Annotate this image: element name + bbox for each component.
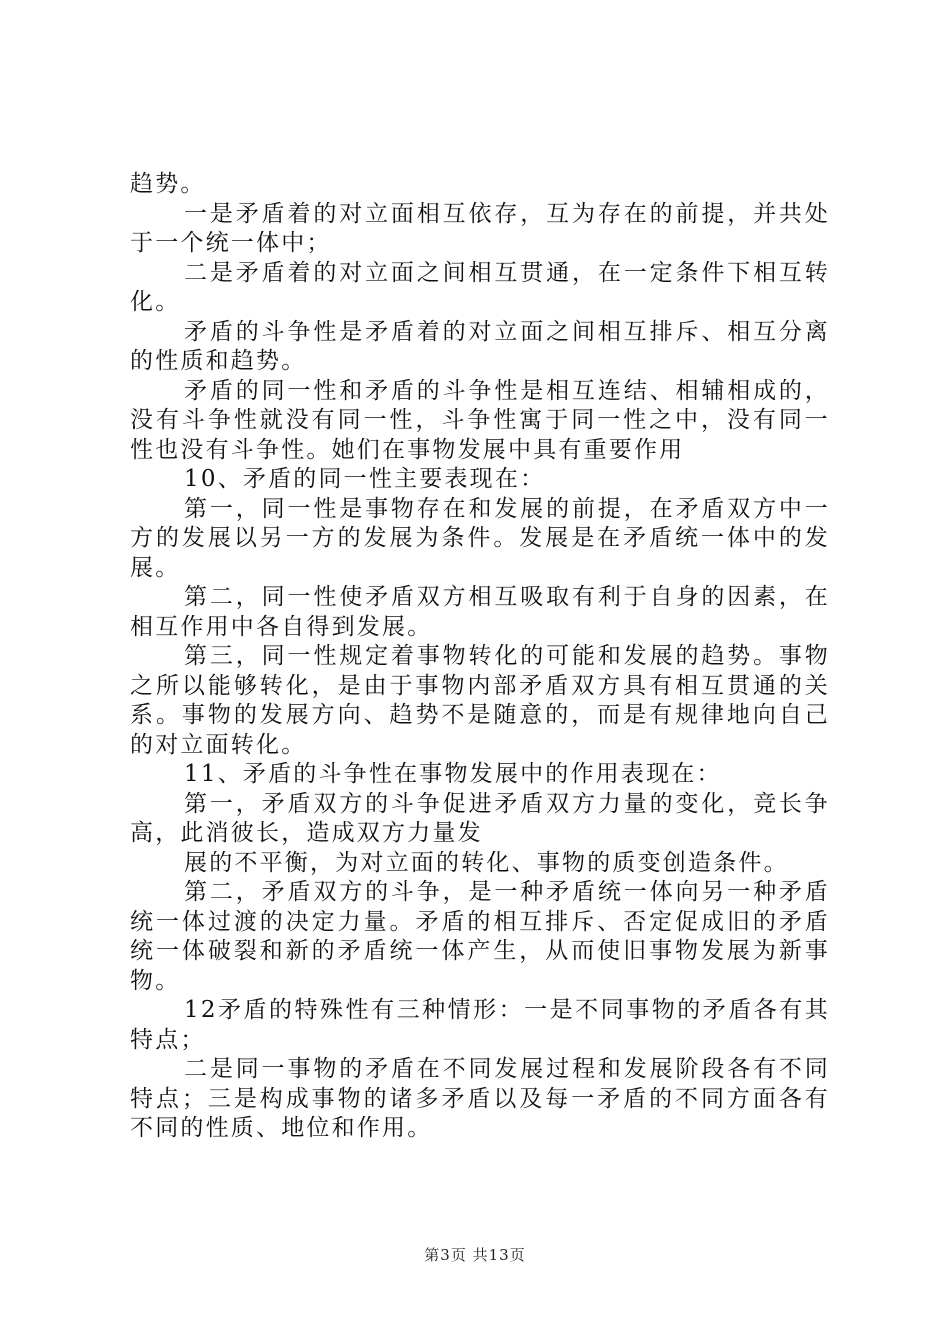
- paragraph: 第一，同一性是事物存在和发展的前提，在矛盾双方中一方的发展以另一方的发展为条件。发展是在矛盾统一体中的发展。: [130, 495, 830, 581]
- paragraph: 第三，同一性规定着事物转化的可能和发展的趋势。事物之所以能够转化，是由于事物内部矛盾双方具有相互贯通的关系。事物的发展方向、趋势不是随意的，而是有规律地向自己的对立面转化。: [130, 643, 830, 758]
- paragraph: 矛盾的同一性和矛盾的斗争性是相互连结、相辅相成的，没有斗争性就没有同一性，斗争性寓于同一性之中，没有同一性也没有斗争性。她们在事物发展中具有重要作用: [130, 377, 830, 463]
- paragraph: 矛盾的斗争性是矛盾着的对立面之间相互排斥、相互分离的性质和趋势。: [130, 318, 830, 374]
- paragraph: 12矛盾的特殊性有三种情形：一是不同事物的矛盾各有其特点；: [130, 997, 830, 1053]
- paragraph: 第二，矛盾双方的斗争，是一种矛盾统一体向另一种矛盾统一体过渡的决定力量。矛盾的相互排斥、否定促成旧的矛盾统一体破裂和新的矛盾统一体产生，从而使旧事物发展为新事物。: [130, 879, 830, 994]
- paragraph: 一是矛盾着的对立面相互依存，互为存在的前提，并共处于一个统一体中；: [130, 200, 830, 256]
- paragraph: 二是同一事物的矛盾在不同发展过程和发展阶段各有不同特点；三是构成事物的诸多矛盾以及每一矛盾的不同方面各有不同的性质、地位和作用。: [130, 1056, 830, 1141]
- paragraph: 二是矛盾着的对立面之间相互贯通，在一定条件下相互转化。: [130, 259, 830, 315]
- paragraph: 展的不平衡，为对立面的转化、事物的质变创造条件。: [184, 849, 789, 876]
- paragraph: 第一，矛盾双方的斗争促进矛盾双方力量的变化，竞长争高，此消彼长，造成双方力量发: [130, 790, 830, 846]
- document-body: [130, 170, 830, 1144]
- section-heading: 10、矛盾的同一性主要表现在：: [184, 466, 546, 492]
- paragraph: 第二，同一性使矛盾双方相互吸取有利于自身的因素，在相互作用中各自得到发展。: [130, 584, 830, 640]
- paragraph: 趋势。: [130, 171, 206, 197]
- section-heading: 11、矛盾的斗争性在事物发展中的作用表现在：: [184, 761, 722, 787]
- page-number-footer: 第3页 共13页: [424, 1246, 526, 1264]
